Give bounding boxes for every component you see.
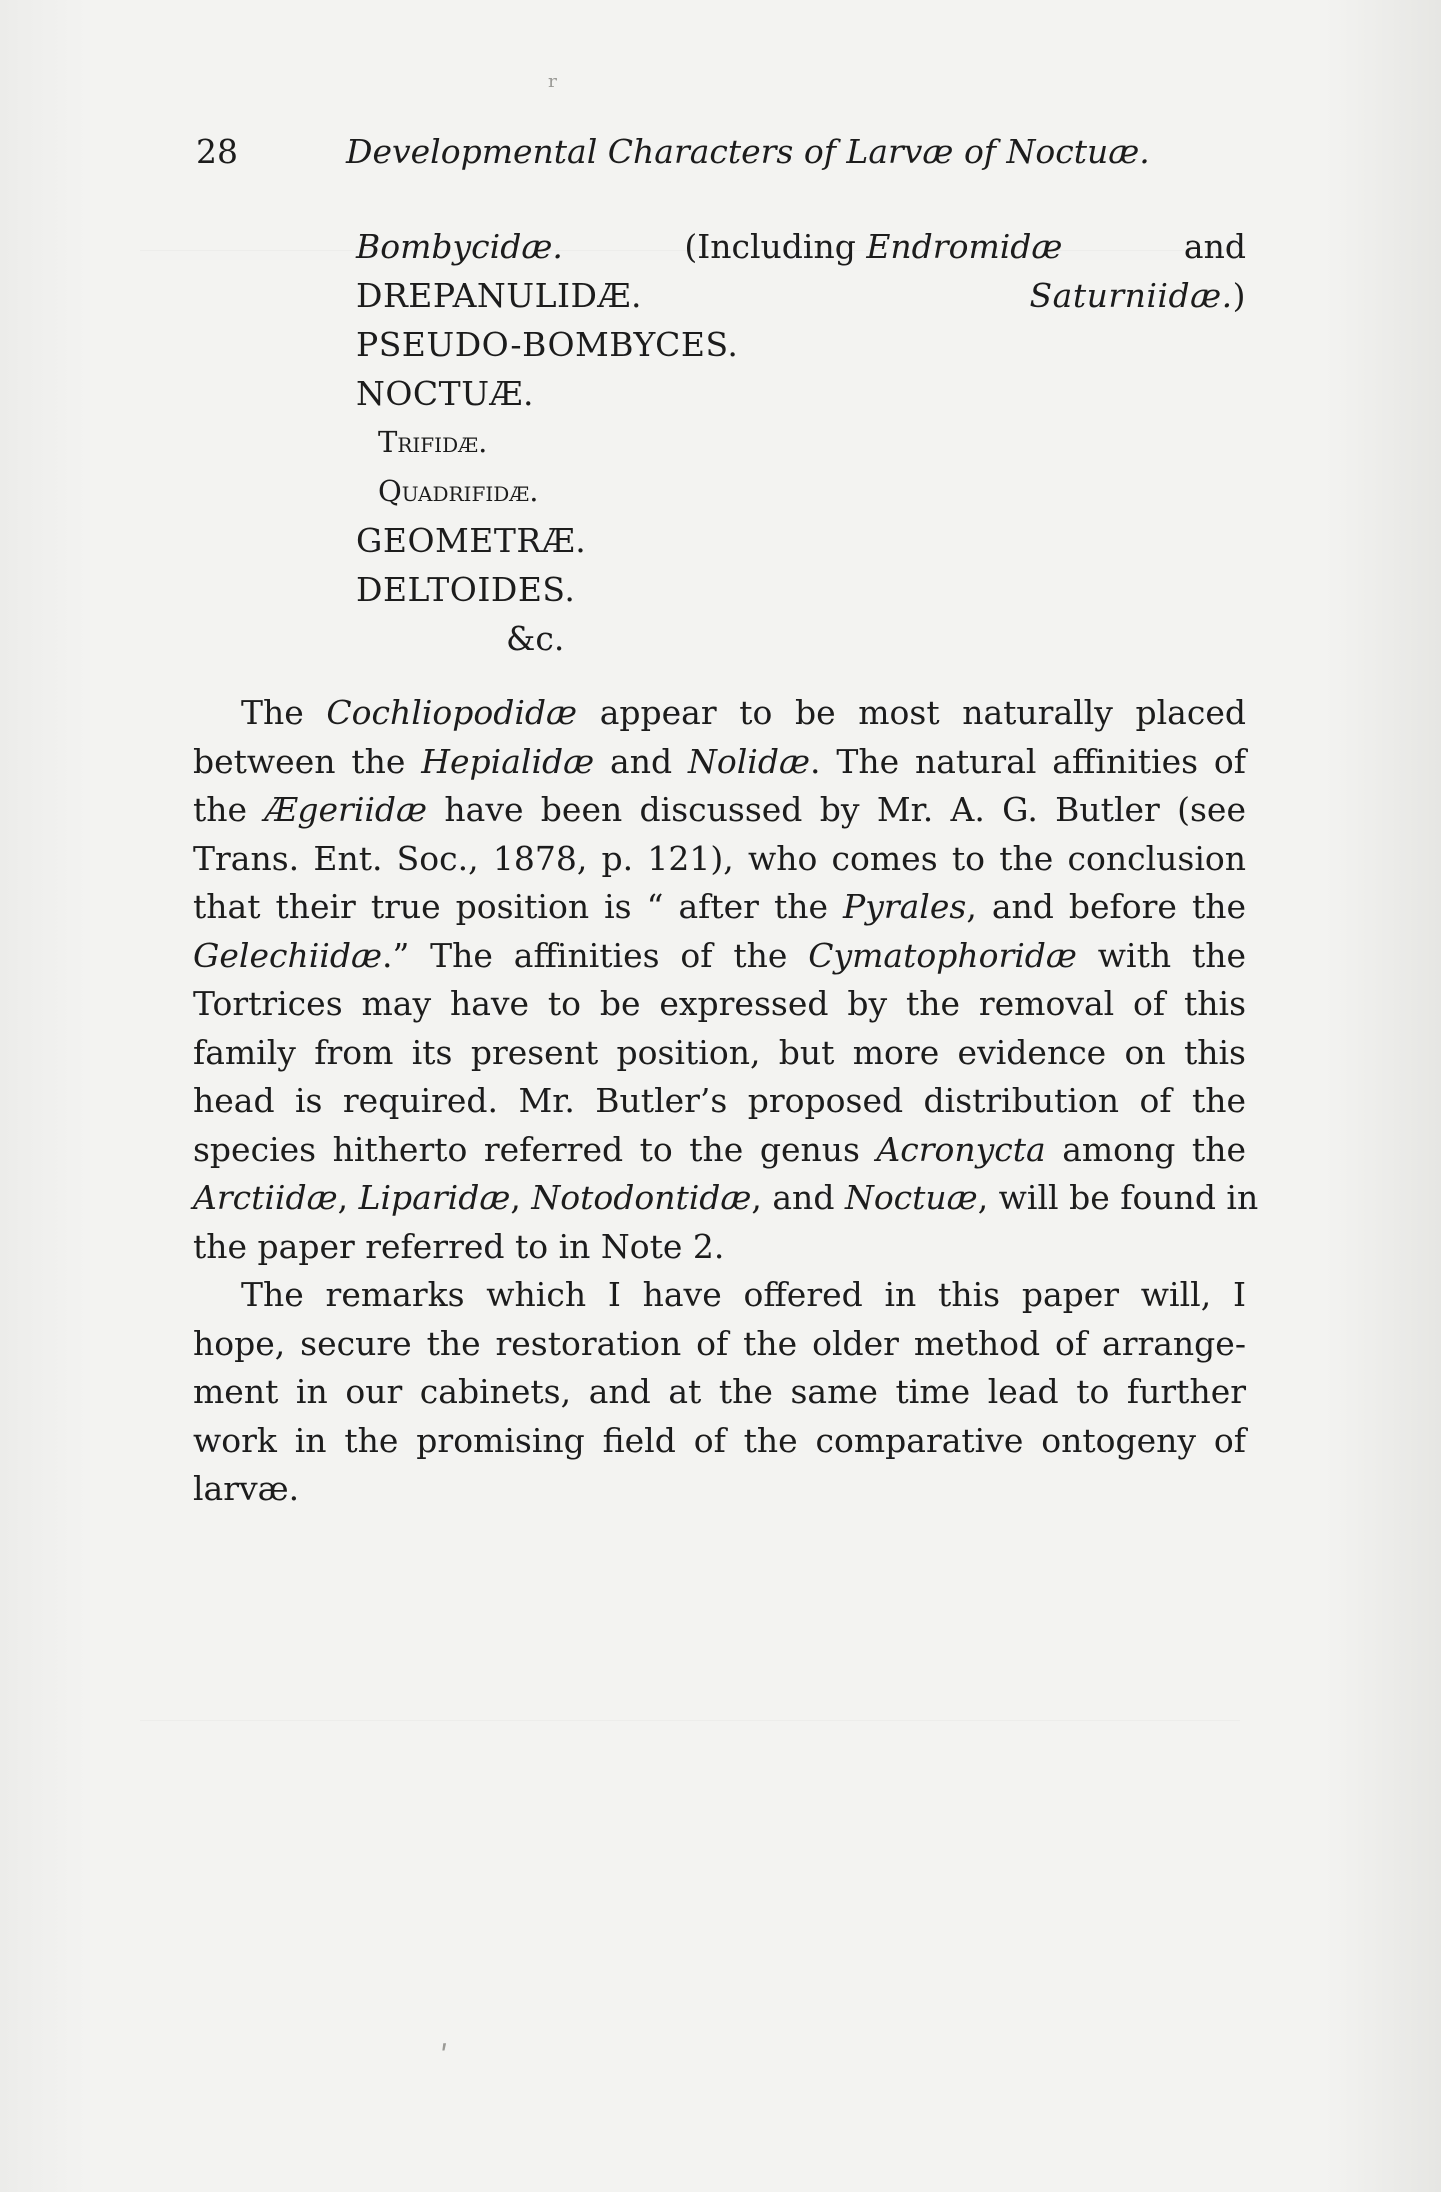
text-line: work in the promising field of the comparative ontogeny of: [193, 1420, 1246, 1460]
taxon-geometrae: GEOMETRÆ.: [356, 521, 587, 560]
text-line: family from its present position, but more evidence on this: [193, 1032, 1246, 1072]
text-line: hope, secure the restoration of the older method of arrange-: [193, 1323, 1246, 1363]
text-line: Arctiidæ, Liparidæ, Notodontidæ, and Noctuæ, will be found in: [193, 1178, 1259, 1217]
text-line: ment in our cabinets, and at the same time lead to further: [193, 1372, 1246, 1411]
taxon-saturniidae: Saturniidæ.): [1029, 276, 1246, 315]
running-title: Developmental Characters of Larvæ of Noctuæ.: [346, 132, 1150, 171]
taxon-drepanulidae: DREPANULIDÆ.: [356, 276, 643, 315]
ink-mark: ʹ: [440, 2040, 449, 2075]
text-line: head is required. Mr. Butler’s proposed distribution of the: [193, 1081, 1246, 1120]
text-line: The Cochliopodidæ appear to be most naturally placed: [241, 693, 1246, 732]
text-line: that their true position is “ after the Pyrales, and before the: [193, 887, 1246, 926]
text-line: Trans. Ent. Soc., 1878, p. 121), who comes to the conclusion: [193, 838, 1246, 878]
ink-mark: ʳ: [548, 70, 559, 105]
classification-line-bombycidae: [356, 222, 1246, 271]
text-line: Gelechiidæ.” The affinities of the Cymatophoridæ with the: [193, 935, 1246, 975]
taxon-deltoides: DELTOIDES.: [356, 570, 576, 609]
text-line: Tortrices may have to be expressed by the removal of this: [193, 984, 1246, 1023]
body-text: [193, 689, 1259, 1514]
paragraph-1: [193, 689, 1259, 1271]
text-line: the Ægeriidæ have been discussed by Mr. A. G. Butler (see: [193, 790, 1246, 829]
taxon-bombycidae: Bombycidæ.: [356, 227, 563, 266]
bleed-through: [140, 1720, 1240, 1721]
taxon-trifidae: Trifidæ.: [378, 425, 488, 459]
text-line: larvæ.: [193, 1469, 300, 1508]
text-line: the paper referred to in Note 2.: [193, 1226, 725, 1266]
paragraph-2: [193, 1271, 1246, 1514]
taxon-noctuae: NOCTUÆ.: [356, 374, 535, 413]
classification-list: [356, 222, 1251, 663]
including-note: (Including Endromidæ: [684, 227, 1063, 266]
text-line: between the Hepialidæ and Nolidæ. The natural affinities of: [193, 741, 1246, 781]
running-head: [196, 132, 1246, 172]
text-line: The remarks which I have offered in this paper will, I: [241, 1275, 1246, 1314]
and-word: and: [1183, 227, 1246, 266]
taxon-quadrifidae: Quadrifidæ.: [378, 474, 539, 508]
classification-line-drepanulidae: [356, 271, 1246, 320]
page-number: 28: [196, 132, 238, 171]
taxon-pseudo-bombyces: PSEUDO-BOMBYCES.: [356, 325, 739, 364]
etcetera: &c.: [506, 619, 565, 658]
text-line: species hitherto referred to the genus Acronycta among the: [193, 1129, 1246, 1169]
